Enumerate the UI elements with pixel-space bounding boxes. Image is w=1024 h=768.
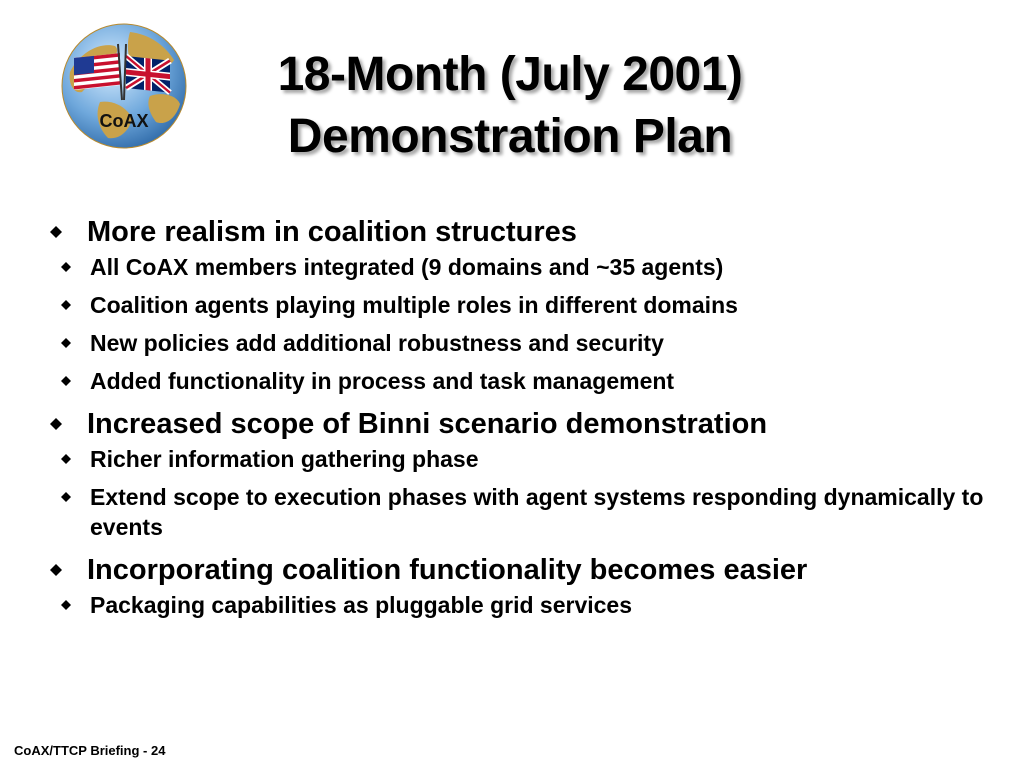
diamond-bullet-icon [61,376,71,386]
slide-title [205,44,815,168]
diamond-bullet-icon [50,226,62,238]
diamond-bullet-icon [61,600,71,610]
diamond-bullet-icon [61,262,71,272]
bullet-item [46,212,986,252]
sub-bullet-text: Coalition agents playing multiple roles in different domains [90,292,738,318]
diamond-bullet-icon [61,492,71,502]
sub-bullet-item [46,482,986,542]
bullet-item [46,404,986,444]
sub-bullet-item [46,252,986,282]
diamond-bullet-icon [61,338,71,348]
slide-title-line-2: Demonstration Plan [287,110,733,163]
sub-bullet-text: Added functionality in process and task management [90,368,675,394]
bullet-text: More realism in coalition structures [87,216,577,248]
sub-bullet-text: Richer information gathering phase [90,446,479,472]
sub-bullet-item [46,444,986,474]
sub-bullet-group [46,590,986,620]
sub-bullet-item [46,328,986,358]
slide-title-line-1: 18-Month (July 2001) [277,48,743,101]
bullet-text: Increased scope of Binni scenario demonstration [87,408,768,440]
sub-bullet-group [46,252,986,396]
sub-bullet-text: New policies add additional robustness and security [90,330,664,356]
diamond-bullet-icon [61,454,71,464]
sub-bullet-item [46,366,986,396]
coax-logo [60,22,188,150]
logo-text: CoAX [99,111,149,131]
diamond-bullet-icon [50,564,62,576]
sub-bullet-text: All CoAX members integrated (9 domains and ~35 agents) [90,254,724,280]
diamond-bullet-icon [50,418,62,430]
bullet-list [46,212,986,628]
sub-bullet-text: Extend scope to execution phases with agent systems responding dynamically to events [90,484,984,540]
bullet-text: Incorporating coalition functionality becomes easier [87,554,808,586]
sub-bullet-group [46,444,986,542]
diamond-bullet-icon [61,300,71,310]
sub-bullet-text: Packaging capabilities as pluggable grid services [90,592,632,618]
sub-bullet-item [46,290,986,320]
sub-bullet-item [46,590,986,620]
footer-text: CoAX/TTCP Briefing - 24 [14,743,166,758]
bullet-item [46,550,986,590]
